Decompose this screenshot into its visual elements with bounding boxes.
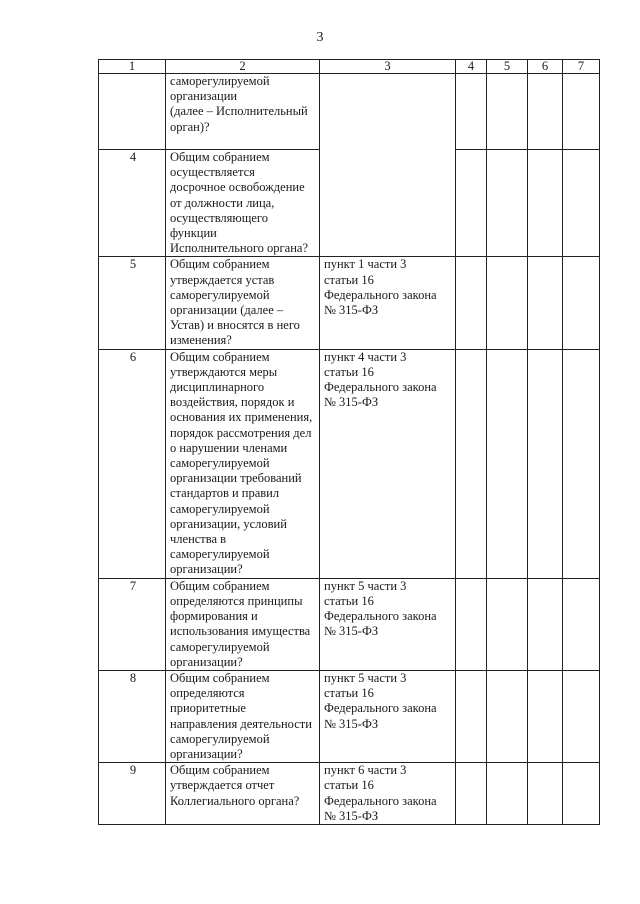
question-cell: Общим собранием утверждается отчет Коллегиального органа?: [166, 763, 320, 825]
empty-cell: [487, 257, 528, 349]
empty-cell: [487, 150, 528, 257]
row-number: 5: [99, 257, 166, 349]
legal-basis-cell: пункт 5 части 3 статьи 16 Федерального закона № 315-ФЗ: [320, 578, 456, 670]
row-number: 4: [99, 150, 166, 257]
header-cell: 3: [320, 60, 456, 74]
legal-basis-cell: [320, 74, 456, 257]
empty-cell: [563, 670, 600, 762]
empty-cell: [528, 257, 563, 349]
empty-cell: [563, 150, 600, 257]
table-row: [99, 763, 600, 825]
empty-cell: [456, 349, 487, 578]
header-cell: 7: [563, 60, 600, 74]
table-row: [99, 349, 600, 578]
empty-cell: [563, 578, 600, 670]
checklist-table: [98, 59, 600, 825]
empty-cell: [528, 150, 563, 257]
empty-cell: [528, 670, 563, 762]
empty-cell: [487, 74, 528, 150]
empty-cell: [487, 670, 528, 762]
empty-cell: [528, 578, 563, 670]
table-row: [99, 578, 600, 670]
legal-basis-cell: пункт 5 части 3 статьи 16 Федерального закона № 315-ФЗ: [320, 670, 456, 762]
empty-cell: [563, 763, 600, 825]
row-number: 9: [99, 763, 166, 825]
question-cell: Общим собранием осуществляется досрочное освобождение от должности лица, осуществляющего функции Исполнительного органа?: [166, 150, 320, 257]
empty-cell: [563, 74, 600, 150]
table-row: [99, 257, 600, 349]
question-cell: Общим собранием утверждается устав саморегулируемой организации (далее – Устав) и вносятся в него изменения?: [166, 257, 320, 349]
header-cell: 4: [456, 60, 487, 74]
empty-cell: [487, 763, 528, 825]
table-row: [99, 670, 600, 762]
header-cell: 2: [166, 60, 320, 74]
empty-cell: [563, 257, 600, 349]
empty-cell: [456, 763, 487, 825]
row-number: 7: [99, 578, 166, 670]
header-cell: 5: [487, 60, 528, 74]
page-number: 3: [316, 30, 324, 45]
row-number: 6: [99, 349, 166, 578]
empty-cell: [563, 349, 600, 578]
empty-cell: [487, 578, 528, 670]
legal-basis-cell: пункт 1 части 3 статьи 16 Федерального закона № 315-ФЗ: [320, 257, 456, 349]
empty-cell: [456, 578, 487, 670]
empty-cell: [456, 150, 487, 257]
row-number: 8: [99, 670, 166, 762]
empty-cell: [456, 257, 487, 349]
question-cell: Общим собранием определяются приоритетные направления деятельности саморегулируемой организации?: [166, 670, 320, 762]
empty-cell: [528, 349, 563, 578]
question-cell: Общим собранием определяются принципы формирования и использования имущества саморегулируемой организации?: [166, 578, 320, 670]
header-row: [99, 60, 600, 74]
empty-cell: [487, 349, 528, 578]
question-cell: саморегулируемой организации (далее – Исполнительный орган)?: [166, 74, 320, 150]
empty-cell: [456, 74, 487, 150]
legal-basis-cell: пункт 4 части 3 статьи 16 Федерального закона № 315-ФЗ: [320, 349, 456, 578]
empty-cell: [528, 74, 563, 150]
row-number: [99, 74, 166, 150]
header-cell: 6: [528, 60, 563, 74]
legal-basis-cell: пункт 6 части 3 статьи 16 Федерального закона № 315-ФЗ: [320, 763, 456, 825]
empty-cell: [528, 763, 563, 825]
question-cell: Общим собранием утверждаются меры дисциплинарного воздействия, порядок и основания их применения, порядок рассмотрения дел о нарушении членами саморегулируемой организации требований стандартов и правил саморегулируемой организации, условий членства в саморегулируемой организации?: [166, 349, 320, 578]
empty-cell: [456, 670, 487, 762]
table-row: [99, 74, 600, 150]
header-cell: 1: [99, 60, 166, 74]
